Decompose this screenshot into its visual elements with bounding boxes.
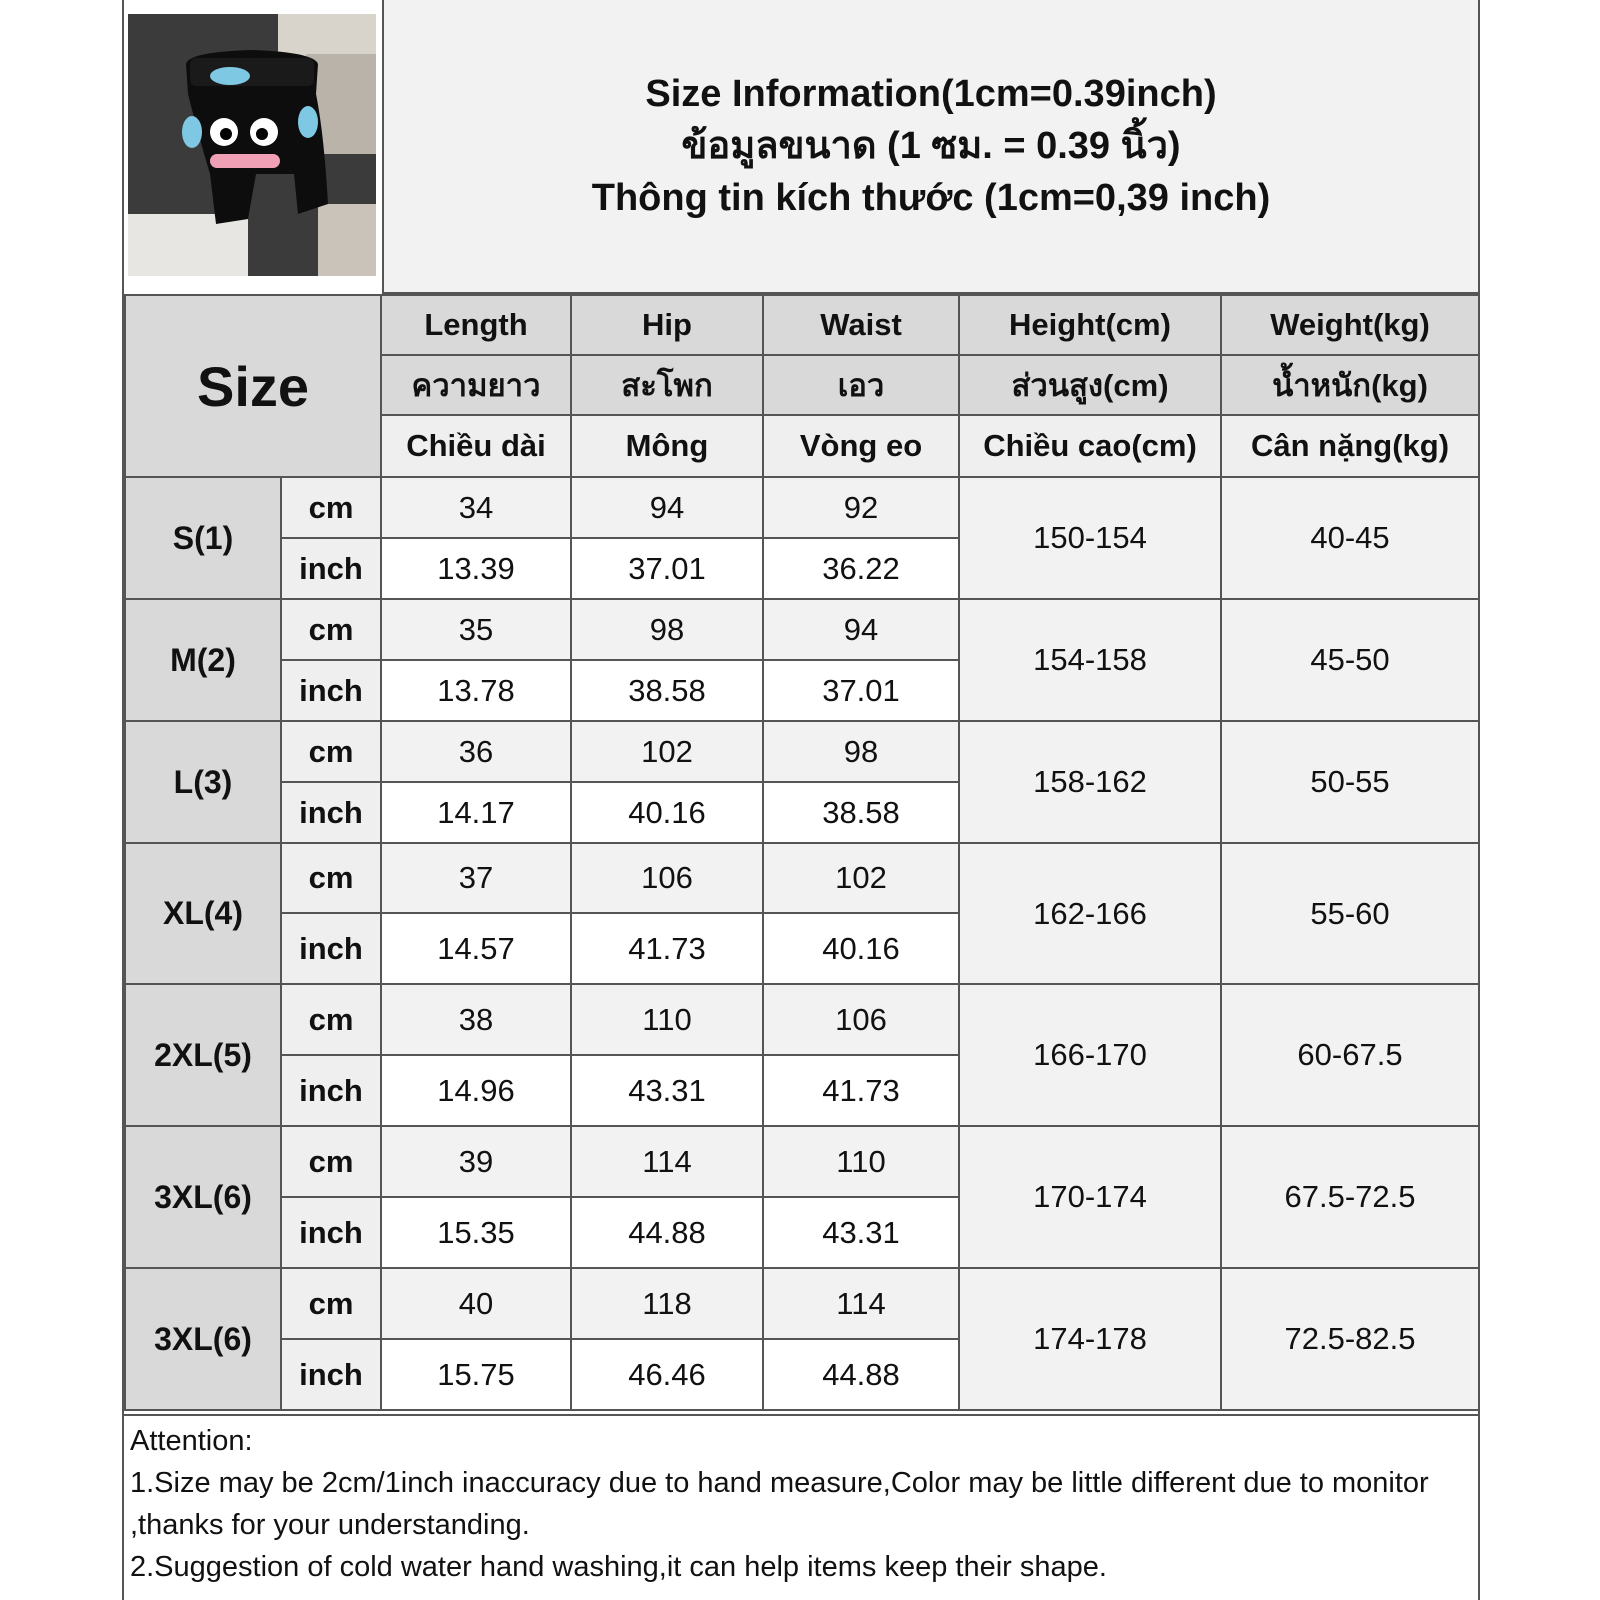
waist-cm: 110 bbox=[763, 1126, 959, 1197]
table-row bbox=[125, 721, 1479, 782]
hip-cm: 118 bbox=[571, 1268, 763, 1339]
length-inch: 14.17 bbox=[381, 782, 571, 843]
attention-line-2: 2.Suggestion of cold water hand washing,it can help items keep their shape. bbox=[130, 1551, 1107, 1583]
product-photo bbox=[128, 14, 376, 276]
chart-header bbox=[124, 0, 1478, 292]
length-cm: 38 bbox=[381, 984, 571, 1055]
weight-range: 60-67.5 bbox=[1221, 984, 1479, 1126]
col-height-en: Height(cm) bbox=[959, 295, 1221, 355]
hip-inch: 41.73 bbox=[571, 913, 763, 984]
height-range: 158-162 bbox=[959, 721, 1221, 843]
col-weight-vi: Cân nặng(kg) bbox=[1221, 415, 1479, 477]
length-cm: 39 bbox=[381, 1126, 571, 1197]
hip-inch: 46.46 bbox=[571, 1339, 763, 1410]
title-thai: ข้อมูลขนาด (1 ซม. = 0.39 นิ้ว) bbox=[681, 125, 1181, 167]
length-cm: 40 bbox=[381, 1268, 571, 1339]
length-inch: 13.78 bbox=[381, 660, 571, 721]
col-hip-vi: Mông bbox=[571, 415, 763, 477]
hip-inch: 43.31 bbox=[571, 1055, 763, 1126]
waist-inch: 41.73 bbox=[763, 1055, 959, 1126]
height-range: 162-166 bbox=[959, 843, 1221, 984]
hip-inch: 37.01 bbox=[571, 538, 763, 599]
unit-cm: cm bbox=[281, 721, 381, 782]
waist-cm: 98 bbox=[763, 721, 959, 782]
unit-inch: inch bbox=[281, 1339, 381, 1410]
length-cm: 35 bbox=[381, 599, 571, 660]
col-waist-en: Waist bbox=[763, 295, 959, 355]
weight-range: 45-50 bbox=[1221, 599, 1479, 721]
unit-cm: cm bbox=[281, 599, 381, 660]
unit-cm: cm bbox=[281, 843, 381, 913]
product-photo-illustration bbox=[128, 14, 376, 276]
title-vietnamese: Thông tin kích thước (1cm=0,39 inch) bbox=[591, 177, 1271, 219]
col-height-vi: Chiều cao(cm) bbox=[959, 415, 1221, 477]
length-inch: 14.96 bbox=[381, 1055, 571, 1126]
size-label: XL(4) bbox=[125, 843, 281, 984]
table-row bbox=[125, 984, 1479, 1055]
height-range: 154-158 bbox=[959, 599, 1221, 721]
hip-cm: 98 bbox=[571, 599, 763, 660]
unit-inch: inch bbox=[281, 913, 381, 984]
weight-range: 55-60 bbox=[1221, 843, 1479, 984]
height-range: 150-154 bbox=[959, 477, 1221, 599]
table-row bbox=[125, 1126, 1479, 1197]
waist-cm: 106 bbox=[763, 984, 959, 1055]
waist-cm: 94 bbox=[763, 599, 959, 660]
size-label: 3XL(6) bbox=[125, 1268, 281, 1410]
size-header: Size bbox=[125, 295, 381, 477]
length-cm: 36 bbox=[381, 721, 571, 782]
col-weight-th: น้ำหนัก(kg) bbox=[1221, 355, 1479, 415]
unit-cm: cm bbox=[281, 1268, 381, 1339]
length-inch: 15.35 bbox=[381, 1197, 571, 1268]
unit-cm: cm bbox=[281, 984, 381, 1055]
table-row bbox=[125, 477, 1479, 538]
unit-inch: inch bbox=[281, 1055, 381, 1126]
table-row bbox=[125, 1268, 1479, 1339]
length-inch: 14.57 bbox=[381, 913, 571, 984]
col-weight-en: Weight(kg) bbox=[1221, 295, 1479, 355]
hip-cm: 94 bbox=[571, 477, 763, 538]
waist-inch: 38.58 bbox=[763, 782, 959, 843]
length-inch: 15.75 bbox=[381, 1339, 571, 1410]
col-length-vi: Chiều dài bbox=[381, 415, 571, 477]
hip-inch: 44.88 bbox=[571, 1197, 763, 1268]
height-range: 170-174 bbox=[959, 1126, 1221, 1268]
length-cm: 34 bbox=[381, 477, 571, 538]
size-label: 3XL(6) bbox=[125, 1126, 281, 1268]
hip-inch: 40.16 bbox=[571, 782, 763, 843]
unit-cm: cm bbox=[281, 1126, 381, 1197]
waist-inch: 43.31 bbox=[763, 1197, 959, 1268]
attention-heading: Attention: bbox=[130, 1425, 253, 1457]
waist-inch: 40.16 bbox=[763, 913, 959, 984]
weight-range: 50-55 bbox=[1221, 721, 1479, 843]
attention-notes bbox=[124, 1414, 1478, 1600]
header-row-english bbox=[125, 295, 1479, 355]
col-waist-vi: Vòng eo bbox=[763, 415, 959, 477]
height-range: 174-178 bbox=[959, 1268, 1221, 1410]
title-english: Size Information(1cm=0.39inch) bbox=[645, 73, 1217, 115]
hip-cm: 110 bbox=[571, 984, 763, 1055]
waist-cm: 102 bbox=[763, 843, 959, 913]
unit-cm: cm bbox=[281, 477, 381, 538]
size-label: 2XL(5) bbox=[125, 984, 281, 1126]
unit-inch: inch bbox=[281, 660, 381, 721]
unit-inch: inch bbox=[281, 782, 381, 843]
size-label: S(1) bbox=[125, 477, 281, 599]
hip-cm: 106 bbox=[571, 843, 763, 913]
weight-range: 40-45 bbox=[1221, 477, 1479, 599]
weight-range: 72.5-82.5 bbox=[1221, 1268, 1479, 1410]
waist-inch: 44.88 bbox=[763, 1339, 959, 1410]
attention-line-1: 1.Size may be 2cm/1inch inaccuracy due to hand measure,Color may be little different due to monitor ,thanks for your understanding. bbox=[130, 1467, 1429, 1541]
waist-inch: 36.22 bbox=[763, 538, 959, 599]
waist-cm: 114 bbox=[763, 1268, 959, 1339]
col-waist-th: เอว bbox=[763, 355, 959, 415]
col-hip-th: สะโพก bbox=[571, 355, 763, 415]
title-box bbox=[382, 0, 1478, 294]
col-length-th: ความยาว bbox=[381, 355, 571, 415]
height-range: 166-170 bbox=[959, 984, 1221, 1126]
hip-cm: 102 bbox=[571, 721, 763, 782]
size-table bbox=[124, 294, 1480, 1411]
hip-cm: 114 bbox=[571, 1126, 763, 1197]
size-label: L(3) bbox=[125, 721, 281, 843]
col-length-en: Length bbox=[381, 295, 571, 355]
size-chart-sheet bbox=[122, 0, 1480, 1600]
unit-inch: inch bbox=[281, 1197, 381, 1268]
length-cm: 37 bbox=[381, 843, 571, 913]
table-row bbox=[125, 843, 1479, 913]
unit-inch: inch bbox=[281, 538, 381, 599]
waist-cm: 92 bbox=[763, 477, 959, 538]
weight-range: 67.5-72.5 bbox=[1221, 1126, 1479, 1268]
hip-inch: 38.58 bbox=[571, 660, 763, 721]
waist-inch: 37.01 bbox=[763, 660, 959, 721]
length-inch: 13.39 bbox=[381, 538, 571, 599]
table-row bbox=[125, 599, 1479, 660]
col-height-th: ส่วนสูง(cm) bbox=[959, 355, 1221, 415]
size-label: M(2) bbox=[125, 599, 281, 721]
col-hip-en: Hip bbox=[571, 295, 763, 355]
